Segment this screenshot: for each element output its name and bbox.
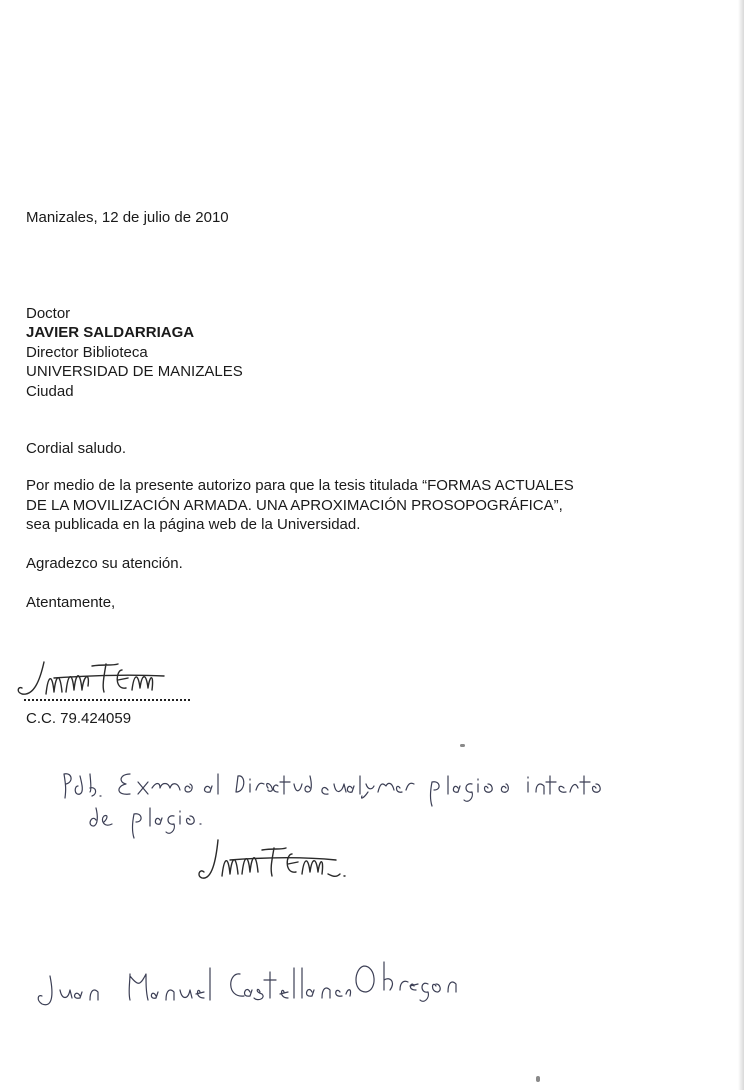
body-line: DE LA MOVILIZACIÓN ARMADA. UNA APROXIMACIÓN PROSOPOGRÁFICA”, [26,497,563,514]
place-date: Manizales, 12 de julio de 2010 [26,209,229,226]
signature-image-2 [196,836,356,886]
addressee-name: JAVIER SALDARRIAGA [26,324,195,341]
scan-speck [536,1076,540,1082]
signature-line [24,699,190,701]
body-line: Por medio de la presente autorizo para que la tesis titulada “FORMAS ACTUALES [26,477,574,494]
addressee-position: Director Biblioteca [26,344,148,361]
handwritten-note-image [60,768,620,838]
scan-edge [738,0,744,1090]
addressee-institution: UNIVERSIDAD DE MANIZALES [26,363,243,380]
closing-line: Atentamente, [26,594,116,611]
greeting: Cordial saludo. [26,440,127,457]
handwritten-name-image [34,952,474,1012]
signature-image [14,656,184,702]
body-line: sea publicada en la página web de la Universidad. [26,516,361,533]
scan-speck [460,744,465,747]
id-number: C.C. 79.424059 [26,710,132,727]
thanks-line: Agradezco su atención. [26,555,183,572]
addressee-city: Ciudad [26,383,74,400]
addressee-title: Doctor [26,305,71,322]
